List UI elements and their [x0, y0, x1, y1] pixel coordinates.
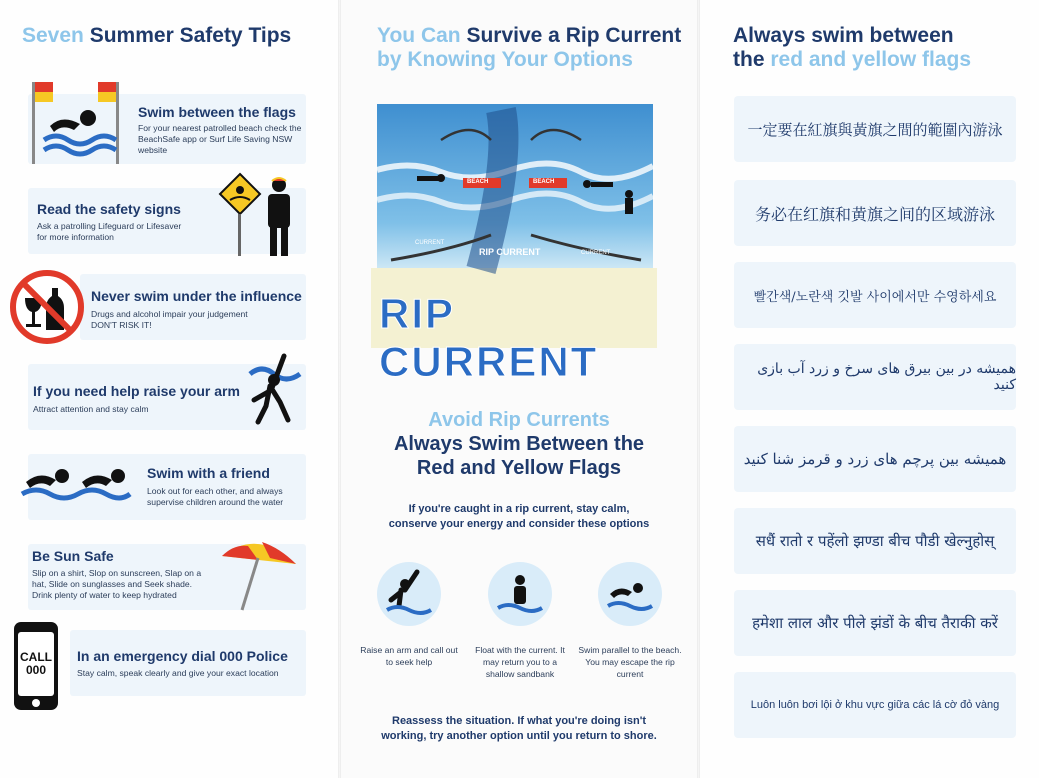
footer-2: working, try another option until you return to shore.: [381, 730, 657, 742]
no-alcohol-icon: [8, 268, 86, 346]
avoid-heading: [341, 408, 697, 480]
tip-title: In an emergency dial 000 Police: [77, 648, 288, 664]
label-beach-left: BEACH: [467, 179, 489, 185]
tip-title: Swim with a friend: [147, 465, 270, 481]
phone-text-000: 000: [25, 663, 47, 677]
intro-1: If you're caught in a rip current, stay calm,: [408, 503, 630, 515]
lang-persian: [734, 426, 1016, 492]
title-light: Seven: [22, 24, 84, 47]
sub-dark-1: Always Swim Between the: [393, 433, 645, 455]
panel1-title: [22, 24, 291, 48]
tip-title: Be Sun Safe: [32, 548, 114, 564]
label-current-right: CURRENT: [581, 250, 611, 256]
lang-simplified-chinese: [734, 180, 1016, 246]
option-swim-parallel: Swim parallel to the beach. You may escape the rip current: [578, 645, 682, 679]
intro-text: [341, 502, 697, 532]
title-light: You Can: [377, 24, 461, 47]
footer-1: Reassess the situation. If what you're doing isn't: [392, 715, 646, 727]
tip-desc: Drugs and alcohol impair your judgement DON'T RISK IT!: [91, 309, 248, 330]
title-dark-1: Always swim between: [733, 24, 954, 47]
label-current-left: CURRENT: [415, 240, 445, 246]
phone-icon: [14, 622, 58, 710]
panel2-title: [377, 24, 681, 72]
title-dark-2: the: [733, 48, 765, 71]
lang-vietnamese: [734, 672, 1016, 738]
swim-parallel-icon: [598, 562, 662, 626]
footer-text: [341, 714, 697, 744]
float-icon: [488, 562, 552, 626]
lang-text: همیشه بین پرچم های زرد و قرمز شنا کنید: [743, 450, 1007, 468]
tip-desc: Slip on a shirt, Slop on sunscreen, Slap on a hat, Slide on sunglasses and Seek shade. Drink plenty of water to keep hydrated: [32, 568, 202, 600]
lang-text: 一定要在紅旗與黃旗之間的範圍內游泳: [747, 120, 1003, 139]
title-dark: Survive a Rip Current: [466, 24, 682, 47]
tip-desc: Attract attention and stay calm: [33, 404, 149, 414]
intro-2: conserve your energy and consider these options: [388, 518, 650, 530]
tip-title: If you need help raise your arm: [33, 383, 240, 399]
tip-title: Never swim under the influence: [91, 288, 302, 304]
lang-nepali: [734, 508, 1016, 574]
lifeguard-icon: [262, 176, 296, 258]
lang-korean: [734, 262, 1016, 328]
option-raise-arm: Raise an arm and call out to seek help: [360, 645, 458, 667]
panel3-title: [733, 24, 971, 72]
rip-current-diagram: [371, 100, 657, 385]
raise-arm-icon: [377, 562, 441, 626]
tip-desc: Ask a patrolling Lifeguard or Lifesaver for more information: [37, 221, 182, 242]
umbrella-icon: [218, 534, 300, 612]
lang-hindi: [734, 590, 1016, 656]
title-light-2: red and yellow flags: [770, 48, 972, 71]
lang-dari: [734, 344, 1016, 410]
lang-text: Luôn luôn bơi lội ở khu vực giữa các lá cờ đỏ vàng: [750, 699, 1000, 711]
tip-desc: For your nearest patrolled beach check the BeachSafe app or Surf Life Saving NSW website: [138, 123, 302, 155]
lang-text: हमेशा लाल और पीले झंडों के बीच तैराकी करें: [752, 614, 998, 632]
tip-desc: Look out for each other, and always supervise children around the water: [147, 486, 284, 507]
two-swimmers-icon: [20, 462, 132, 506]
sub-light: Avoid Rip Currents: [428, 409, 610, 431]
tip-desc: Stay calm, speak clearly and give your exact location: [77, 668, 279, 678]
lang-text: همیشه در بین بیرق های سرخ و زرد آب بازی کنید: [757, 361, 1016, 393]
lang-text: 빨간색/노란색 깃발 사이에서만 수영하세요: [753, 289, 997, 305]
rip-current-banner: RIP CURRENT: [379, 290, 599, 385]
tip-title: Swim between the flags: [138, 104, 296, 120]
warning-sign-icon: [218, 170, 262, 258]
drowning-swimmer-icon: [244, 350, 308, 430]
sub-dark-2: Red and Yellow Flags: [416, 457, 622, 479]
flags-icon: [26, 78, 126, 166]
panel-safety-tips: [0, 0, 338, 778]
lang-traditional-chinese: [734, 96, 1016, 162]
label-rip-current: RIP CURRENT: [479, 247, 541, 257]
title-dark: Summer Safety Tips: [89, 24, 292, 47]
panel-rip-current: [341, 0, 697, 778]
label-beach-right: BEACH: [533, 179, 555, 185]
option-float: Float with the current. It may return you to a shallow sandbank: [475, 645, 565, 679]
phone-text-call: CALL: [20, 650, 52, 664]
title-line2: by Knowing Your Options: [377, 48, 633, 71]
tip-title: Read the safety signs: [37, 201, 181, 217]
lang-text: सधैं रातो र पहेंलो झण्डा बीच पौडी खेल्नुहोस्: [755, 532, 995, 550]
lang-text: 务必在红旗和黄旗之间的区域游泳: [754, 204, 995, 224]
